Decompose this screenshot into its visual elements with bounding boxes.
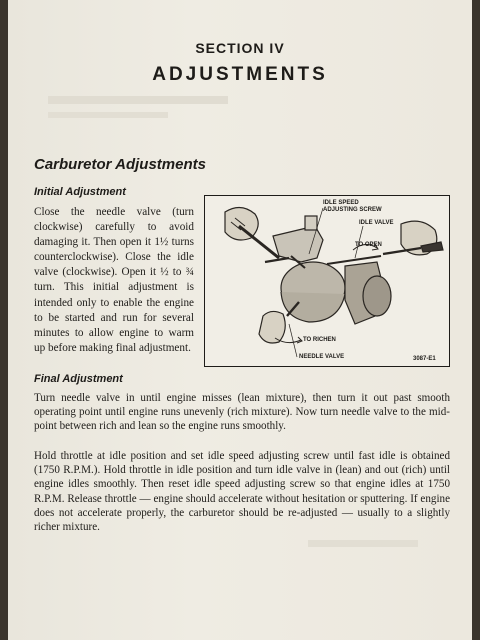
section-title: ADJUSTMENTS [152,64,328,85]
figure-label-needle-valve: NEEDLE VALVE [299,354,345,360]
manual-page [8,0,472,640]
figure-number: 3087-E1 [413,356,436,362]
final-adjustment-paragraph-2: Hold throttle at idle position and set idle speed adjusting screw until fast idle is obtained (1750 R.P.M.). Hold throttle in idle position and turn idle valve in (lean) and out (rich) until engine idles smoothly. Then reset idle speed adjusting screw so that engine idles at 1750 R.P.M. Release throttle — engine should accelerate without hesitation or sputtering. If engine does not accelerate properly, the carburetor should be re-adjusted — usually to a slightly richer mixture. [34,450,450,534]
figure-label-idle-valve: IDLE VALVE [359,220,394,226]
final-adjustment-heading: Final Adjustment [34,373,123,385]
figure-label-adjusting-screw: ADJUSTING SCREW [323,207,382,213]
figure-label-idle-speed: IDLE SPEED [323,200,359,206]
initial-adjustment-text: Close the needle valve (turn clockwise) carefully to avoid damaging it. Then open it 1½ turns counterclockwise). Close the idle valve (clockwise). Open it ½ to ¾ turn. This initial adjustment is intended only to enable the engine to be started and run for several minutes to allow engine to warm up before making final adjustment. [34,206,194,354]
bleed-through-shadow [48,112,168,118]
figure-label-to-open: TO OPEN [355,242,382,248]
carburetor-figure [204,195,450,367]
initial-adjustment-heading: Initial Adjustment [34,186,126,198]
final-adjustment-paragraph-1: Turn needle valve in until engine misses (lean mixture), then turn it out past smooth operating point until engine runs unevenly (rich mixture). Now turn needle valve to the mid-point between rich and lean so the engine runs smoothly. [34,392,450,433]
section-label: SECTION IV [195,40,285,56]
carburetor-heading: Carburetor Adjustments [34,156,206,173]
figure-label-to-richen: TO RICHEN [303,337,336,343]
bleed-through-shadow [48,96,228,104]
bleed-through-shadow [308,540,418,547]
